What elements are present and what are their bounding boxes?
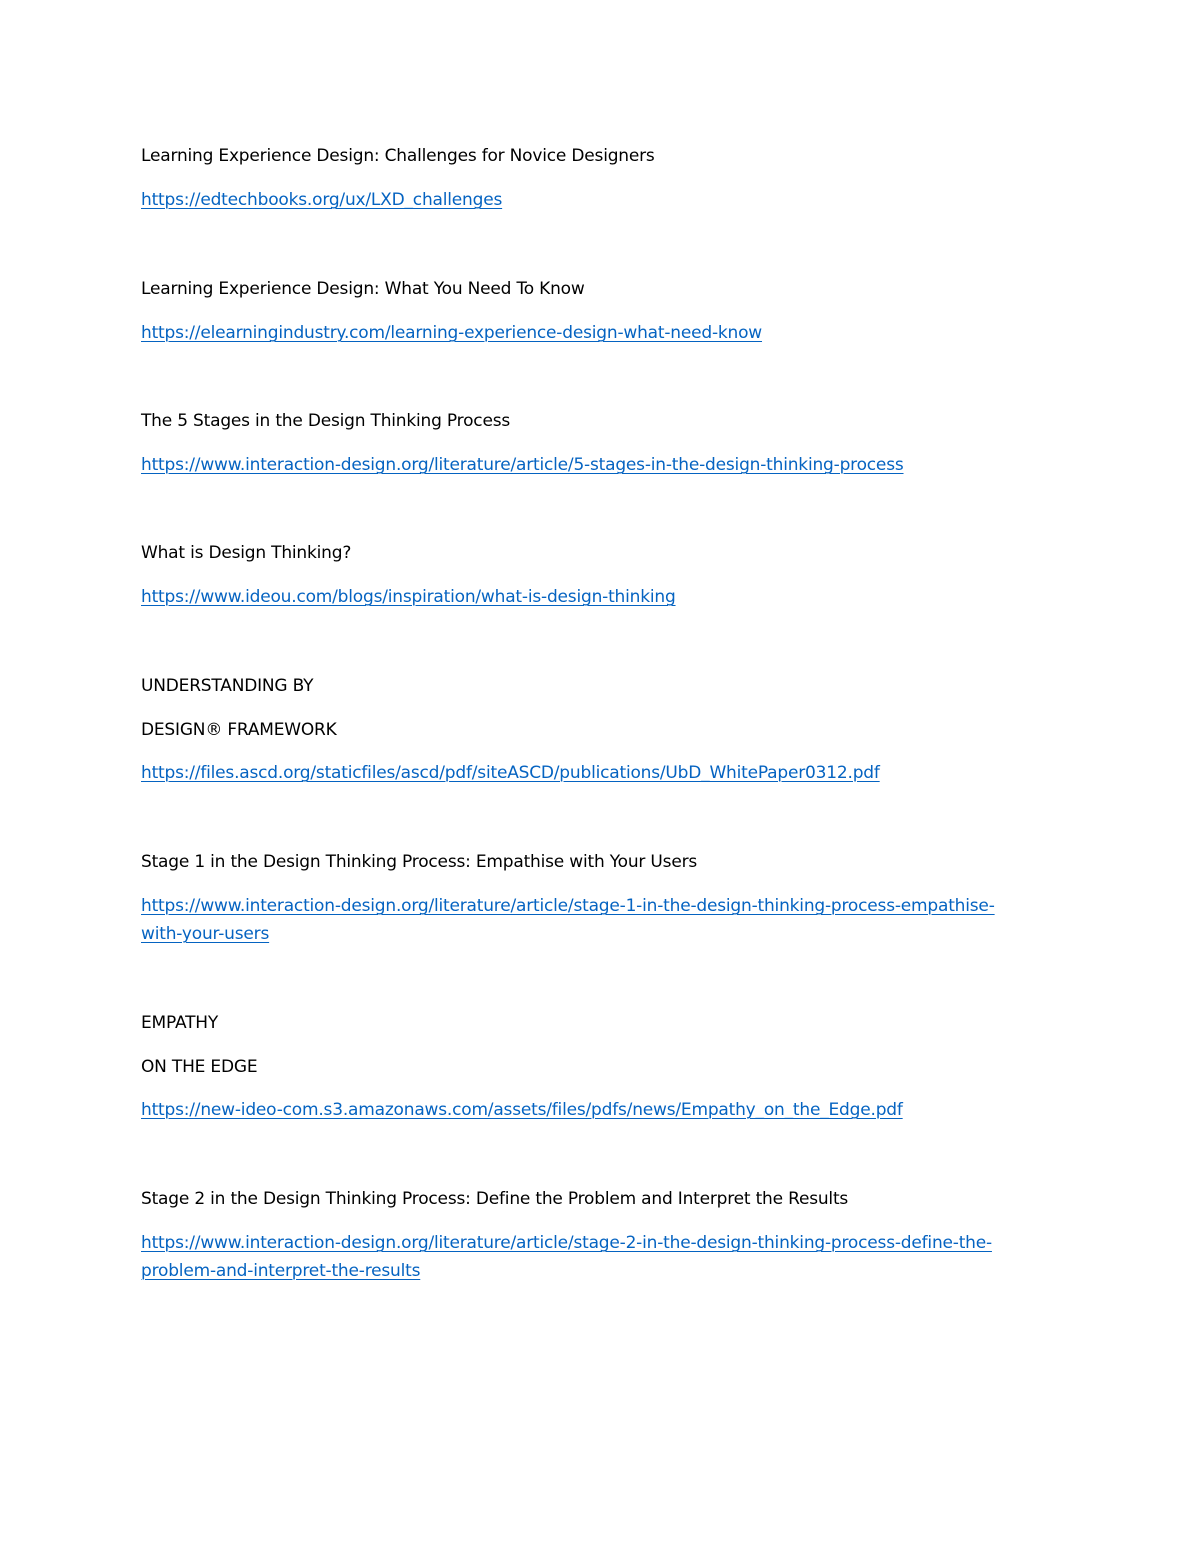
entry-title: The 5 Stages in the Design Thinking Process [141, 411, 511, 431]
entry-title-line-1: UNDERSTANDING BY [141, 676, 314, 696]
entry-link[interactable]: https://www.ideou.com/blogs/inspiration/what-is-design-thinking [141, 587, 676, 607]
entry-link-line-1[interactable]: https://www.interaction-design.org/literature/article/stage-2-in-the-design-thinking-process-define-the- [141, 1233, 992, 1253]
entry-link[interactable]: https://files.ascd.org/staticfiles/ascd/pdf/siteASCD/publications/UbD_WhitePaper0312.pdf [141, 763, 880, 783]
entry-title: Stage 1 in the Design Thinking Process: Empathise with Your Users [141, 852, 698, 872]
entry-link[interactable]: https://www.interaction-design.org/literature/article/5-stages-in-the-design-thinking-process [141, 455, 904, 475]
entry-title: Learning Experience Design: What You Need To Know [141, 279, 585, 299]
entry-title-line-1: EMPATHY [141, 1013, 219, 1033]
entry-link[interactable]: https://elearningindustry.com/learning-experience-design-what-need-know [141, 323, 763, 343]
entry-title: Stage 2 in the Design Thinking Process: Define the Problem and Interpret the Results [141, 1189, 849, 1209]
entry-title-line-2: ON THE EDGE [141, 1057, 258, 1077]
entry-link[interactable]: https://new-ideo-com.s3.amazonaws.com/assets/files/pdfs/news/Empathy_on_the_Edge.pdf [141, 1100, 903, 1120]
entry-link-line-1[interactable]: https://www.interaction-design.org/literature/article/stage-1-in-the-design-thinking-process-empathise- [141, 896, 995, 916]
entry-title-line-2: DESIGN® FRAMEWORK [141, 720, 337, 740]
entry-link-line-2[interactable]: problem-and-interpret-the-results [141, 1261, 421, 1281]
entry-link-line-2[interactable]: with-your-users [141, 924, 270, 944]
entry-title: Learning Experience Design: Challenges for Novice Designers [141, 146, 655, 166]
entry-link[interactable]: https://edtechbooks.org/ux/LXD_challenges [141, 190, 503, 210]
entry-title: What is Design Thinking? [141, 543, 352, 563]
